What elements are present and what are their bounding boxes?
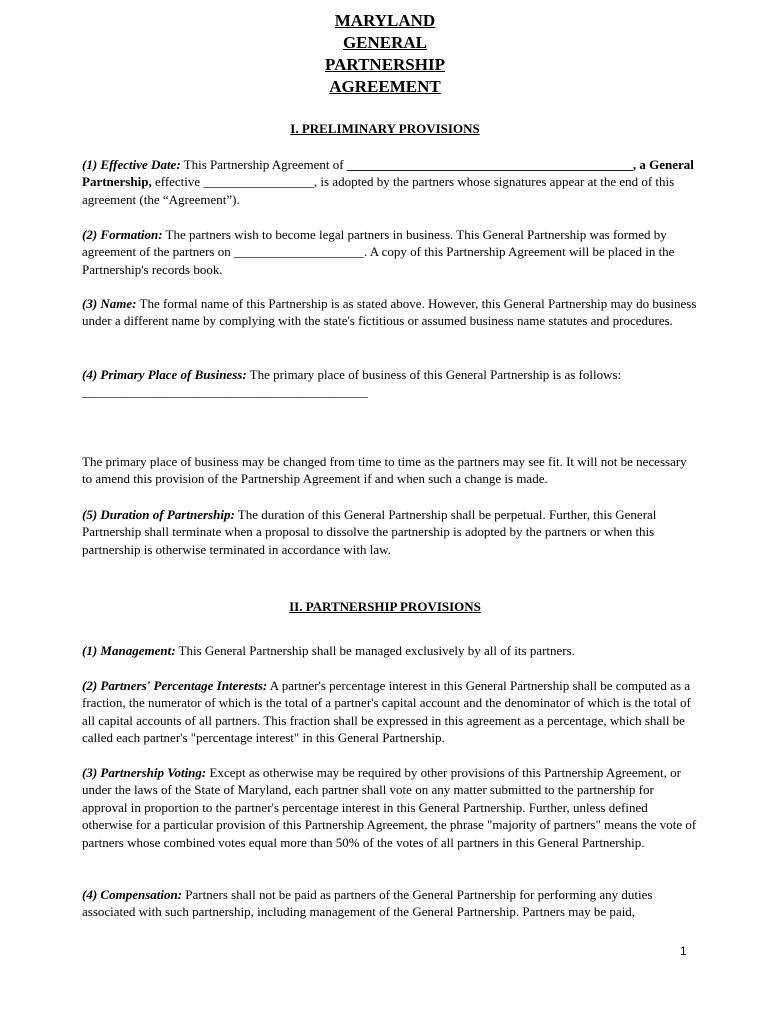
name-lead: (3) Name: [82, 296, 137, 311]
primary-place-paragraph [82, 366, 698, 401]
voting-text: Except as otherwise may be required by other provisions of this Partnership Agreement, or under the laws of the State of Maryland, each partner shall vote on any matter submitted to the partnership for approval in proportion to the partner's percentage interest in this General Partnership. Further, unless defined otherwise for a particular provision of this Partnership Agreement, the phrase "majority of partners" means the vote of partners whose combined votes equal more than 50% of the votes of all partners in this General Partnership. [82, 765, 697, 850]
document-title [0, 10, 770, 98]
partnership-name-blank: ____________________________________________, a General Partnership, [82, 157, 694, 190]
effective-date-text-b: effective _________________, is adopted by the partners whose signatures appear at the end of this agreement (the “Agreement”). [82, 174, 675, 207]
formation-paragraph [82, 226, 698, 278]
primary-place-change-paragraph [82, 453, 698, 488]
management-lead: (1) Management: [82, 643, 176, 658]
title-line-4: AGREEMENT [329, 77, 441, 96]
management-paragraph [82, 642, 698, 659]
primary-place-lead: (4) Primary Place of Business: [82, 367, 247, 382]
section-2-heading: II. PARTNERSHIP PROVISIONS [289, 599, 481, 614]
percentage-interests-lead: (2) Partners' Percentage Interests: [82, 678, 268, 693]
title-line-3: PARTNERSHIP [325, 55, 445, 74]
primary-place-text: The primary place of business of this General Partnership is as follows: ____________________________________________ [82, 367, 622, 400]
voting-paragraph [82, 764, 698, 851]
title-line-1: MARYLAND [334, 11, 436, 30]
compensation-lead: (4) Compensation: [82, 887, 183, 902]
primary-place-change-text: The primary place of business may be changed from time to time as the partners may see fit. It will not be necessary to amend this provision of the Partnership Agreement if and when such a change is made. [82, 454, 687, 487]
duration-lead: (5) Duration of Partnership: [82, 507, 235, 522]
duration-paragraph [82, 506, 698, 558]
name-paragraph [82, 295, 698, 330]
formation-text: The partners wish to become legal partners in business. This General Partnership was formed by agreement of the partners on ____________________. A copy of this Partnership Agreement will be placed in the Partnership's records book. [82, 227, 675, 277]
management-text: This General Partnership shall be managed exclusively by all of its partners. [175, 643, 575, 658]
percentage-interests-text: A partner's percentage interest in this General Partnership shall be computed as a fraction, the numerator of which is the total of a partner's capital account and the denominator of which is the total of all capital accounts of all partners. This fraction shall be expressed in this agreement as a percentage, which shall be called each partner's "percentage interest" in this General Partnership. [82, 678, 691, 746]
compensation-text: Partners shall not be paid as partners of the General Partnership for performing any duties associated with such partnership, including management of the General Partnership. Partners may be paid, [82, 887, 653, 920]
title-line-2: GENERAL [342, 33, 428, 52]
duration-text: The duration of this General Partnership shall be perpetual. Further, this General Partnership shall terminate when a proposal to dissolve the partnership is adopted by the partners or when this partnership is otherwise terminated in accordance with law. [82, 507, 657, 557]
formation-lead: (2) Formation: [82, 227, 163, 242]
page-number: 1 [680, 944, 687, 958]
percentage-interests-paragraph [82, 677, 698, 747]
name-text: The formal name of this Partnership is as stated above. However, this General Partnership may do business under a different name by complying with the state's fictitious or assumed business name statutes and procedures. [82, 296, 697, 329]
effective-date-lead: (1) Effective Date: [82, 157, 181, 172]
voting-lead: (3) Partnership Voting: [82, 765, 207, 780]
effective-date-paragraph [82, 156, 698, 208]
section-1-heading: I. PRELIMINARY PROVISIONS [290, 121, 480, 136]
effective-date-text-a: This Partnership Agreement of [180, 157, 347, 172]
compensation-paragraph [82, 886, 698, 921]
